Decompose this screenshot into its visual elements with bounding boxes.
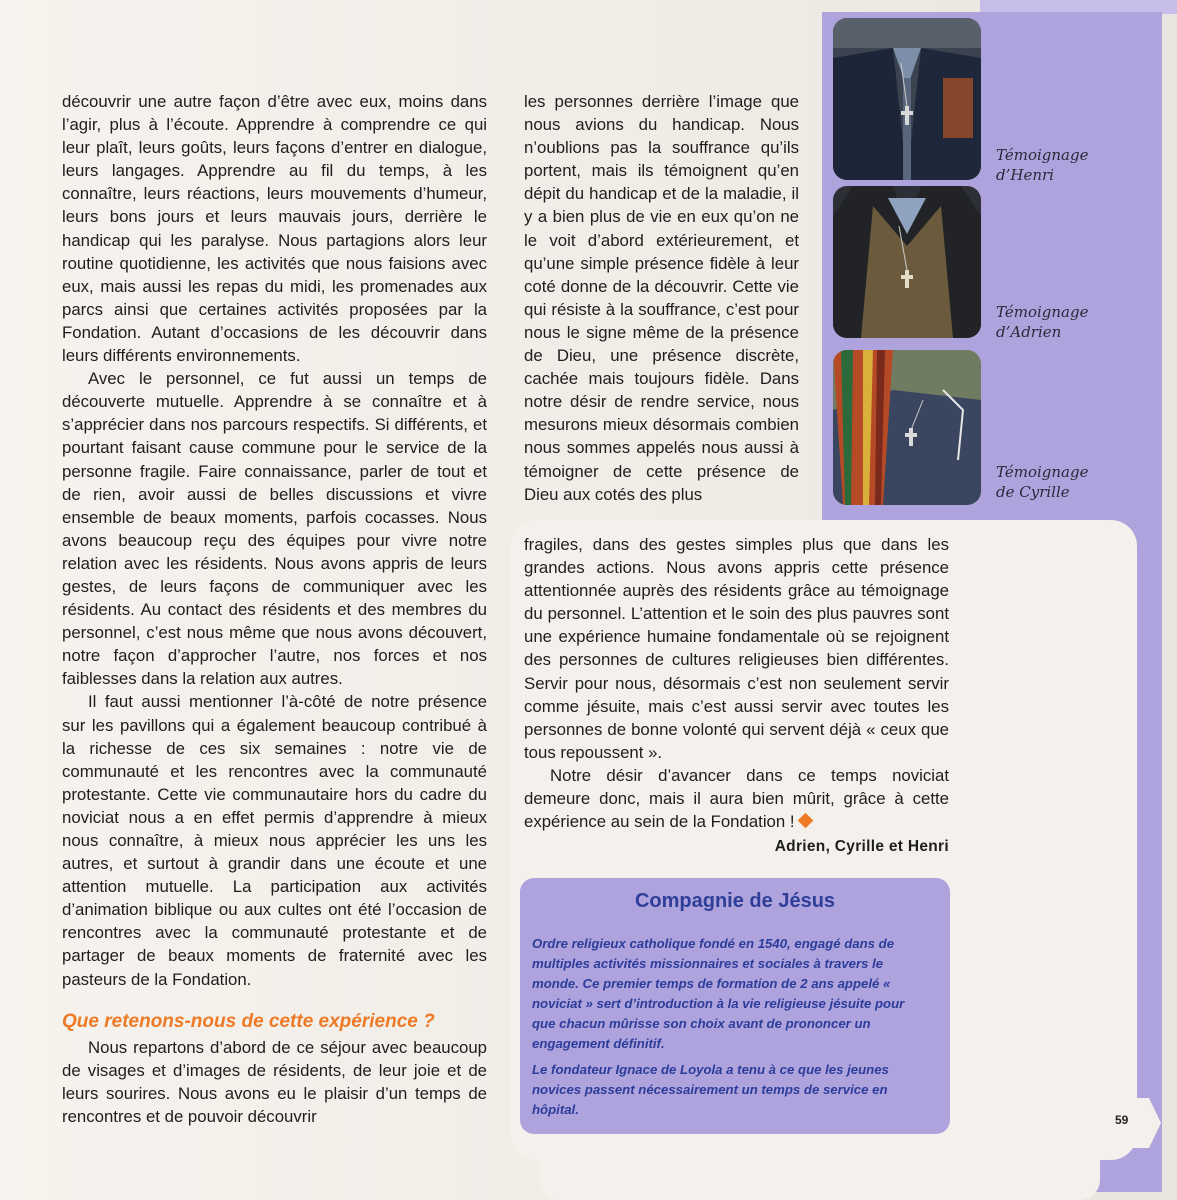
article-column-right-bottom [524,533,949,858]
paragraph: les personnes derrière l’image que nous avions du handicap. Nous n’oublions pas la souffrance qu’ils portent, mais ils témoignent qu’en dépit du handicap et de la maladie, il y a bien plus de vie en eux qu’on ne le voit d’abord extérieurement, et qu’une simple présence fidèle à leur coté donne de la découvrir. Cette vie qui résiste à la souffrance, c’est pour nous le signe même de la présence de Dieu, une présence discrète, cachée mais toujours fidèle. Dans notre désir de rendre service, nous mesurons mieux désormais combien nous sommes appelés nous aussi à témoigner de cette présence de Dieu aux cotés des plus [524,92,799,504]
signature: Adrien, Cyrille et Henri [774,838,949,856]
article-column-right-top [524,90,799,506]
infobox-compagnie-de-jesus [520,878,950,1134]
text-panel-background-bottom [540,1140,1100,1200]
photo-henri [833,18,981,180]
paragraph: découvrir une autre façon d’être avec eux, moins dans l’agir, plus à l’écoute. Apprendre à comprendre ce qui leur plaît, leurs goûts, leurs façons d’entrer en dialogue, leurs langages. Apprendre au fil du temps, à les connaître, leurs réactions, leurs mouvements d’humeur, leurs bons jours et leurs mauvais jours, derrière le handicap qui les paralyse. Nous partagions alors leur routine quotidienne, les activités que nous faisions avec eux, mais aussi les repas du midi, les promenades aux parcs ainsi que certaines activités proposées par la Fondation. Autant d’occasions de les découvrir dans leurs différents environnements. [62,92,487,366]
paragraph [524,764,949,833]
paragraph: Nous repartons d’abord de ce séjour avec beaucoup de visages et d’images de résidents, de leur joie et de leurs sourires. Nous avons eu le plaisir d’un temps de rencontres et de pouvoir découvrir [62,1037,487,1127]
paragraph: fragiles, dans des gestes simples plus que dans les grandes actions. Nous avons appris cette présence attentionnée auprès des résidents grâce au témoignage du personnel. L’attention et le soin des plus pauvres sont une expérience humaine fondamentale où se rejoignent des personnes de cultures religieuses bien différentes. Servir pour nous, désormais c’est non seulement servir comme jésuite, mais c’est aussi servir avec toutes les personnes de bonne volonté qui servent déjà « ceux que tous repoussent ». [524,535,949,762]
infobox-paragraph: Ordre religieux catholique fondé en 1540, engagé dans de multiples activités missionnaires et sociales à travers le monde. Ce premier temps de formation de 2 ans appelé « noviciat » sert d’introduction à la vie religieuse jésuite pour que chacun mûrisse son choix avant de prononcer un engagement définitif. [532,936,905,1051]
paragraph: Il faut aussi mentionner l’à-côté de notre présence sur les pavillons qui a également beaucoup contribué à la richesse de ces six semaines : notre vie de communauté et les rencontres avec la communauté protestante. Cette vie communautaire hors du cadre du noviciat nous a en effet permis d’apprendre à mieux nous connaître, à mieux nous apprécier les uns les autres, et surtout à grandir dans une écoute et une attention mutuelle. La participation aux activités d’animation biblique ou aux cultes ont été l’occasion de rencontres avec la communauté protestante et de partager de beaux moments de fraternité avec les pasteurs de la Fondation. [62,692,487,989]
photo-caption-adrien: Témoignage d’Adrien [996,303,1089,341]
photo-cyrille [833,350,981,505]
closing-text: Notre désir d’avancer dans ce temps noviciat demeure donc, mais il aura bien mûrit, grâce à cette expérience au sein de la Fondation ! [524,765,949,832]
photo-caption-henri: Témoignage d’Henri [996,146,1089,184]
infobox-paragraph: Le fondateur Ignace de Loyola a tenu à ce que les jeunes novices passent nécessairement un temps de service en hôpital. [532,1062,889,1117]
photo-adrien [833,186,981,338]
paragraph: Avec le personnel, ce fut aussi un temps de découverte mutuelle. Apprendre à se connaître et à s’apprécier dans nos parcours respectifs. Si différents, et pourtant faisant cause commune pour le service de la personne fragile. Faire connaissance, parler de tout et de rien, avoir aussi de belles discussions et vivre ensemble de beaux moments, parfois cocasses. Nous avons beaucoup reçu des équipes pour vivre notre relation avec les résidents. Nous avons appris de leurs gestes, de leurs façons de communiquer avec les résidents. Au contact des résidents et des membres du personnel, c’est nous même que nous avons découvert, notre façon d’approcher l’autre, nos forces et nos faiblesses dans la relation aux autres. [62,369,487,689]
article-column-left [62,90,487,1128]
infobox-text [532,934,930,1120]
infobox-title: Compagnie de Jésus [634,890,836,912]
end-diamond-icon [797,813,813,829]
page-number: 59 [1115,1113,1129,1127]
photo-caption-cyrille: Témoignage de Cyrille [996,463,1089,501]
section-heading: Que retenons-nous de cette expérience ? [62,1010,435,1032]
